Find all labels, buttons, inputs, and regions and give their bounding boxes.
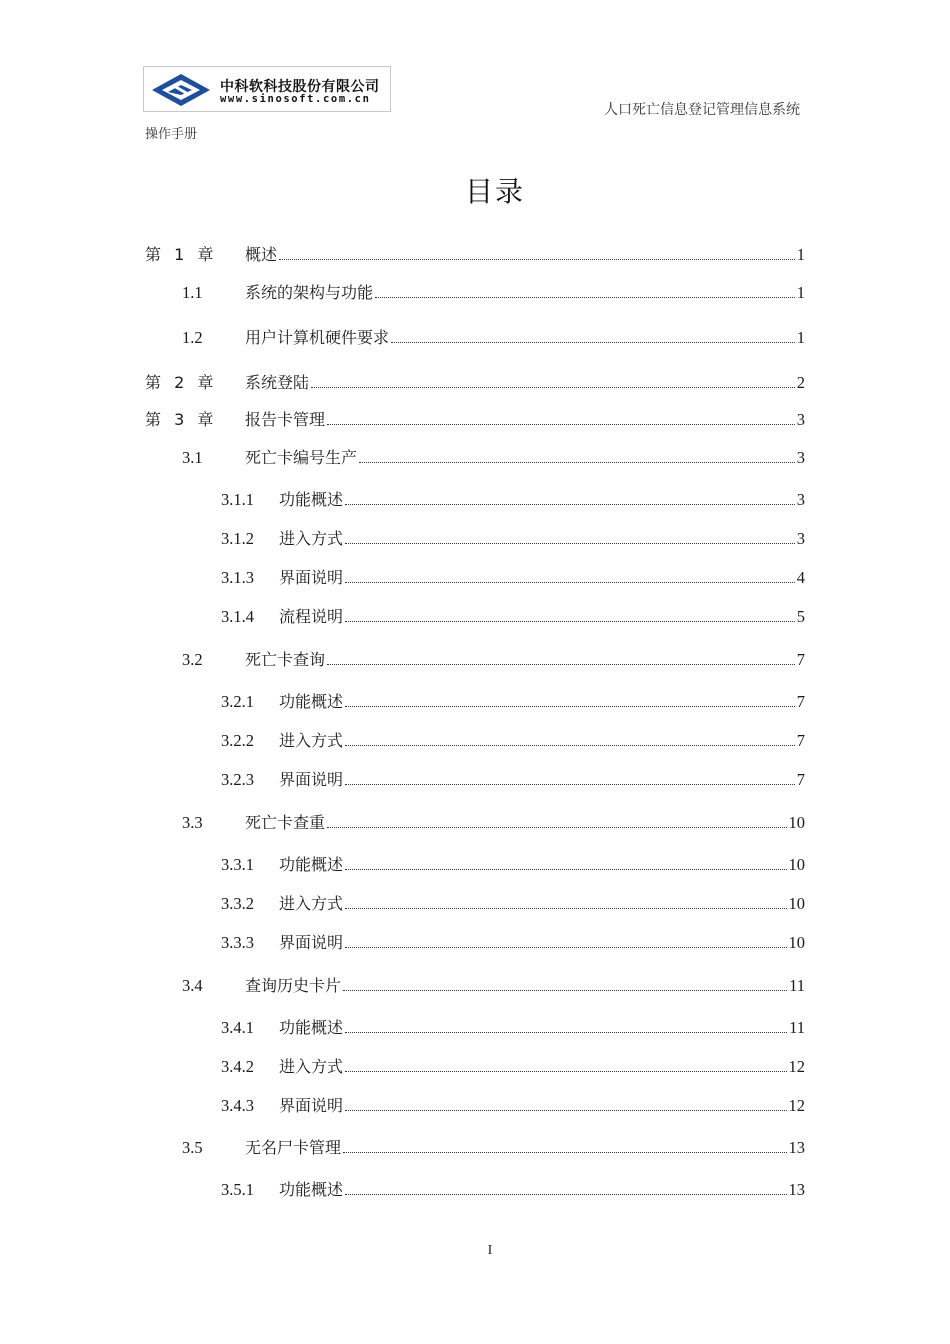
toc-leader bbox=[345, 1110, 786, 1111]
toc-page: 13 bbox=[788, 1138, 805, 1157]
toc-title: 报告卡管理 bbox=[245, 410, 326, 429]
toc-title: 进入方式 bbox=[279, 894, 344, 913]
toc-page: 11 bbox=[789, 976, 805, 995]
toc-page: 7 bbox=[796, 731, 805, 750]
toc-page: 1 bbox=[796, 245, 805, 264]
toc-leader bbox=[345, 582, 795, 583]
toc-number: 3.4 bbox=[182, 976, 203, 995]
toc-number: 3.1 bbox=[182, 448, 203, 467]
document-type: 操作手册 bbox=[145, 127, 198, 142]
toc-leader bbox=[345, 706, 795, 707]
toc-entry[interactable] bbox=[182, 810, 805, 834]
toc-title: 功能概述 bbox=[279, 1018, 344, 1037]
toc-number: 第 2 章 bbox=[145, 373, 218, 392]
toc-leader bbox=[343, 1152, 786, 1153]
toc-page: 5 bbox=[796, 607, 805, 626]
company-name: 中科软科技股份有限公司 bbox=[220, 79, 380, 95]
toc-entry[interactable] bbox=[221, 891, 805, 915]
toc-number: 1.2 bbox=[182, 328, 203, 347]
page-number: I bbox=[487, 1243, 493, 1258]
toc-page: 10 bbox=[788, 855, 805, 874]
toc-leader bbox=[391, 342, 795, 343]
toc-number: 3.3.3 bbox=[221, 933, 254, 952]
toc-title: 功能概述 bbox=[279, 1180, 344, 1199]
toc-title: 死亡卡编号生产 bbox=[245, 448, 358, 467]
toc-leader bbox=[279, 259, 795, 260]
toc-entry[interactable] bbox=[182, 1135, 805, 1159]
toc-leader bbox=[375, 297, 795, 298]
toc-entry[interactable] bbox=[221, 487, 805, 511]
toc-number: 第 1 章 bbox=[145, 245, 218, 264]
toc-number: 3.1.4 bbox=[221, 607, 254, 626]
toc-entry[interactable] bbox=[221, 930, 805, 954]
toc-title: 进入方式 bbox=[279, 1057, 344, 1076]
toc-title: 界面说明 bbox=[279, 770, 344, 789]
toc-leader bbox=[345, 1032, 787, 1033]
system-title: 人口死亡信息登记管理信息系统 bbox=[604, 102, 800, 118]
toc-title: 功能概述 bbox=[279, 490, 344, 509]
toc-leader bbox=[345, 947, 786, 948]
toc-title: 概述 bbox=[245, 245, 278, 264]
toc-entry[interactable] bbox=[182, 325, 805, 349]
toc-page: 12 bbox=[788, 1057, 805, 1076]
toc-page: 10 bbox=[788, 813, 805, 832]
toc-leader bbox=[345, 504, 795, 505]
toc-page: 12 bbox=[788, 1096, 805, 1115]
toc-leader bbox=[345, 1194, 786, 1195]
toc-number: 3.2.3 bbox=[221, 770, 254, 789]
toc-page: 7 bbox=[796, 692, 805, 711]
toc-number: 3.3 bbox=[182, 813, 203, 832]
toc-leader bbox=[327, 424, 795, 425]
toc-number: 3.1.1 bbox=[221, 490, 254, 509]
toc-page: 13 bbox=[788, 1180, 805, 1199]
toc-leader bbox=[345, 784, 795, 785]
toc-entry[interactable] bbox=[221, 1054, 805, 1078]
toc-entry[interactable] bbox=[182, 647, 805, 671]
toc-number: 3.2 bbox=[182, 650, 203, 669]
toc-title: 界面说明 bbox=[279, 568, 344, 587]
toc-title: 功能概述 bbox=[279, 692, 344, 711]
toc-entry[interactable] bbox=[182, 280, 805, 304]
toc-title: 死亡卡查重 bbox=[245, 813, 326, 832]
toc-number: 3.4.3 bbox=[221, 1096, 254, 1115]
toc-page: 1 bbox=[796, 283, 805, 302]
toc-leader bbox=[345, 869, 786, 870]
toc-title: 系统的架构与功能 bbox=[245, 283, 374, 302]
toc-title: 无名尸卡管理 bbox=[245, 1138, 342, 1157]
toc-number: 3.1.2 bbox=[221, 529, 254, 548]
toc-number: 3.2.1 bbox=[221, 692, 254, 711]
toc-title: 功能概述 bbox=[279, 855, 344, 874]
toc-number: 1.1 bbox=[182, 283, 203, 302]
toc-title: 用户计算机硬件要求 bbox=[245, 328, 390, 347]
toc-page: 7 bbox=[796, 650, 805, 669]
toc-title: 查询历史卡片 bbox=[245, 976, 342, 995]
toc-number: 3.5 bbox=[182, 1138, 203, 1157]
toc-entry[interactable] bbox=[221, 1177, 805, 1201]
toc-title: 界面说明 bbox=[279, 933, 344, 952]
toc-leader bbox=[345, 908, 786, 909]
toc-number: 3.5.1 bbox=[221, 1180, 254, 1199]
toc-page: 1 bbox=[796, 328, 805, 347]
toc-leader bbox=[327, 827, 786, 828]
toc-entry[interactable] bbox=[145, 242, 805, 266]
toc-number: 第 3 章 bbox=[145, 410, 218, 429]
toc-number: 3.3.1 bbox=[221, 855, 254, 874]
toc-leader bbox=[345, 1071, 786, 1072]
toc-heading: 目录 bbox=[464, 175, 525, 208]
toc-page: 4 bbox=[796, 568, 805, 587]
toc-leader bbox=[345, 621, 795, 622]
toc-entry[interactable] bbox=[221, 728, 805, 752]
toc-number: 3.4.2 bbox=[221, 1057, 254, 1076]
company-logo bbox=[143, 66, 391, 112]
toc-number: 3.4.1 bbox=[221, 1018, 254, 1037]
toc-page: 10 bbox=[788, 933, 805, 952]
toc-page: 3 bbox=[796, 448, 805, 467]
toc-page: 11 bbox=[789, 1018, 805, 1037]
toc-entry[interactable] bbox=[221, 852, 805, 876]
toc-entry[interactable] bbox=[182, 445, 805, 469]
toc-page: 3 bbox=[796, 529, 805, 548]
toc-leader bbox=[327, 664, 795, 665]
toc-title: 界面说明 bbox=[279, 1096, 344, 1115]
toc-page: 3 bbox=[796, 490, 805, 509]
toc-title: 死亡卡查询 bbox=[245, 650, 326, 669]
toc-leader bbox=[311, 387, 795, 388]
toc-title: 流程说明 bbox=[279, 607, 344, 626]
toc-leader bbox=[345, 543, 795, 544]
toc-entry[interactable] bbox=[145, 407, 805, 431]
toc-page: 2 bbox=[796, 373, 805, 392]
toc-number: 3.3.2 bbox=[221, 894, 254, 913]
toc-page: 10 bbox=[788, 894, 805, 913]
toc-leader bbox=[345, 745, 795, 746]
toc-leader bbox=[359, 462, 795, 463]
toc-title: 进入方式 bbox=[279, 731, 344, 750]
toc-title: 进入方式 bbox=[279, 529, 344, 548]
toc-entry[interactable] bbox=[221, 526, 805, 550]
toc-entry[interactable] bbox=[221, 604, 805, 628]
toc-leader bbox=[343, 990, 787, 991]
toc-entry[interactable] bbox=[221, 1015, 805, 1039]
toc-entry[interactable] bbox=[182, 973, 805, 997]
toc-number: 3.2.2 bbox=[221, 731, 254, 750]
sinosoft-logo-icon bbox=[148, 71, 214, 109]
company-website: www.sinosoft.com.cn bbox=[220, 93, 371, 105]
toc-entry[interactable] bbox=[221, 767, 805, 791]
toc-page: 7 bbox=[796, 770, 805, 789]
toc-entry[interactable] bbox=[145, 370, 805, 394]
toc-entry[interactable] bbox=[221, 565, 805, 589]
toc-page: 3 bbox=[796, 410, 805, 429]
toc-entry[interactable] bbox=[221, 689, 805, 713]
toc-title: 系统登陆 bbox=[245, 373, 310, 392]
toc-number: 3.1.3 bbox=[221, 568, 254, 587]
toc-entry[interactable] bbox=[221, 1093, 805, 1117]
